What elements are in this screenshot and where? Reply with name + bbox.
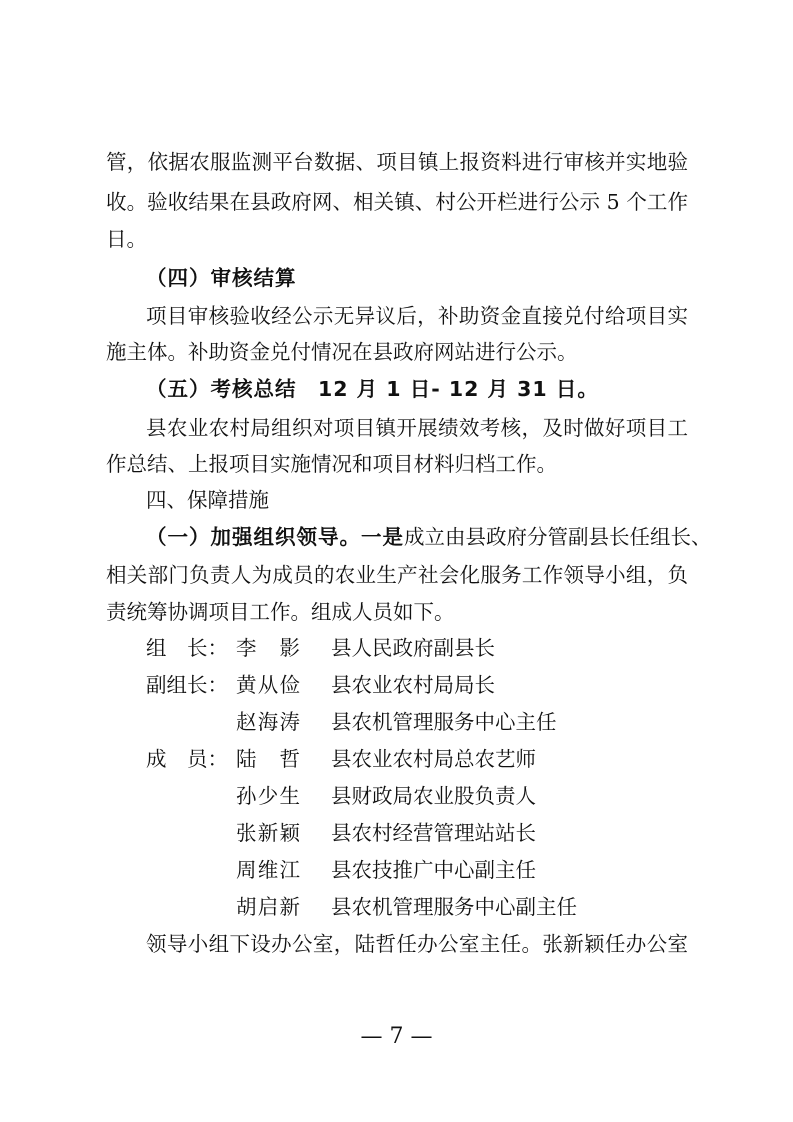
member-name: 张新颖 (236, 821, 300, 845)
paragraph-line: 管，依据农服监测平台数据、项目镇上报资料进行审核并实地验 (106, 150, 688, 174)
section-title: 四、保障措施 (146, 488, 269, 512)
member-role: 副组长： (146, 673, 228, 697)
section-heading-4: （四）审核结算 (146, 266, 297, 290)
paragraph-line (146, 522, 712, 552)
paragraph-line: 项目审核验收经公示无异议后，补助资金直接兑付给项目实 (146, 304, 688, 328)
member-position: 县财政局农业股负责人 (331, 784, 536, 808)
paragraph-line: 县农业农村局组织对项目镇开展绩效考核，及时做好项目工 (146, 416, 688, 440)
member-role: 成 员： (146, 747, 228, 771)
member-position: 县农业农村局局长 (331, 673, 495, 697)
member-position: 县农机管理服务中心副主任 (331, 895, 577, 919)
member-name: 李 影 (236, 636, 300, 660)
member-position: 县人民政府副县长 (331, 636, 495, 660)
member-position: 县农技推广中心副主任 (331, 858, 536, 882)
member-position: 县农业农村局总农艺师 (331, 747, 536, 771)
member-name: 孙少生 (236, 784, 300, 808)
member-name: 周维江 (236, 858, 300, 882)
member-name: 胡启新 (236, 895, 300, 919)
paragraph-line: 相关部门负责人为成员的农业生产社会化服务工作领导小组，负 (106, 563, 688, 587)
paragraph-line: 收。验收结果在县政府网、相关镇、村公开栏进行公示 5 个工作 (106, 190, 688, 214)
member-position: 县农机管理服务中心主任 (331, 710, 557, 734)
paragraph-line: 日。 (106, 227, 147, 251)
member-position: 县农村经营管理站站长 (331, 821, 536, 845)
member-name: 赵海涛 (236, 710, 300, 734)
page-number: — 7 — (360, 1024, 433, 1049)
paragraph-text: 成立由县政府分管副县长任组长、 (404, 525, 712, 549)
paragraph-line: 责统筹协调项目工作。组成人员如下。 (106, 600, 455, 624)
member-name: 陆 哲 (236, 747, 300, 771)
section-heading-5: （五）考核总结 12 月 1 日- 12 月 31 日。 (146, 377, 599, 401)
bold-lead: （一）加强组织领导。一是 (146, 525, 404, 549)
paragraph-line: 施主体。补助资金兑付情况在县政府网站进行公示。 (106, 340, 578, 364)
member-name: 黄从俭 (236, 673, 300, 697)
paragraph-line: 领导小组下设办公室，陆哲任办公室主任。张新颖任办公室 (146, 932, 688, 956)
paragraph-line: 作总结、上报项目实施情况和项目材料归档工作。 (106, 452, 557, 476)
member-role: 组 长： (146, 636, 228, 660)
